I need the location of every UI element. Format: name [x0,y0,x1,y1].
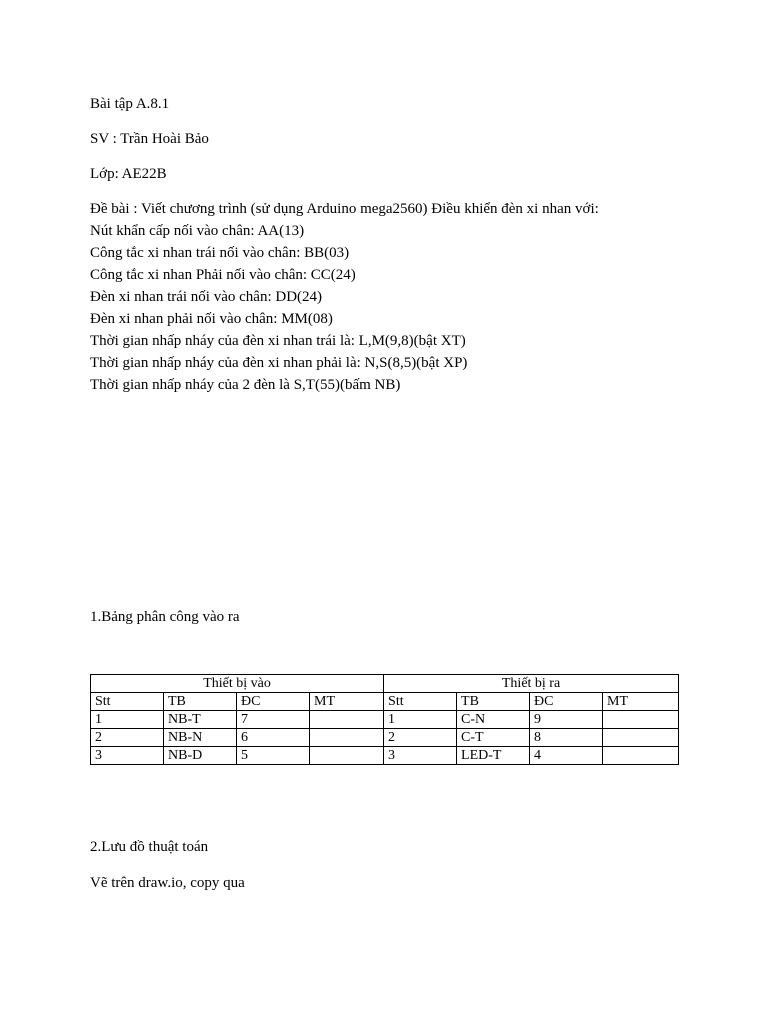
table-row [91,747,679,765]
column-header: TB [164,693,237,711]
table-cell: 3 [91,747,164,765]
table-cell: NB-N [164,729,237,747]
column-header: MT [603,693,679,711]
column-header: ĐC [530,693,603,711]
doc-title: Bài tập A.8.1 [90,96,170,112]
table-cell: NB-T [164,711,237,729]
class-name: Lớp: AE22B [90,166,167,182]
table-cell: 1 [384,711,457,729]
table-cell [310,729,384,747]
table-cell [310,711,384,729]
table-cell: 9 [530,711,603,729]
table-cell [603,711,679,729]
table-group-header [91,675,679,693]
table-cell: NB-D [164,747,237,765]
column-header: MT [310,693,384,711]
group-output-header: Thiết bị ra [384,675,679,693]
table-cell: 3 [384,747,457,765]
table-cell [603,747,679,765]
column-header: ĐC [237,693,310,711]
column-header: Stt [91,693,164,711]
table-cell: 2 [91,729,164,747]
table-cell: 8 [530,729,603,747]
section2-note: Vẽ trên draw.io, copy qua [90,875,245,891]
table-cell: C-T [457,729,530,747]
column-header: TB [457,693,530,711]
table-cell: 5 [237,747,310,765]
problem-line: Công tắc xi nhan trái nối vào chân: BB(03) [90,245,350,261]
problem-statement [90,198,599,396]
column-header: Stt [384,693,457,711]
group-input-header: Thiết bị vào [91,675,384,693]
table-cell: 7 [237,711,310,729]
table-row [91,729,679,747]
table-cell [603,729,679,747]
table-cell: 2 [384,729,457,747]
problem-line: Nút khẩn cấp nối vào chân: AA(13) [90,223,305,239]
table-cell: 4 [530,747,603,765]
problem-line: Thời gian nhấp nháy của 2 đèn là S,T(55)(bấm NB) [90,377,401,393]
table-cell [310,747,384,765]
table-cell: 6 [237,729,310,747]
table-row [91,711,679,729]
table-cell: LED-T [457,747,530,765]
table-cell: C-N [457,711,530,729]
table-column-header [91,693,679,711]
section2-heading: 2.Lưu đồ thuật toán [90,839,209,855]
student-name: SV : Trần Hoài Bảo [90,131,209,147]
problem-line: Thời gian nhấp nháy của đèn xi nhan trái là: L,M(9,8)(bật XT) [90,333,466,349]
io-assignment-table [90,674,679,765]
problem-line: Đèn xi nhan phải nối vào chân: MM(08) [90,311,333,327]
problem-line: Thời gian nhấp nháy của đèn xi nhan phải là: N,S(8,5)(bật XP) [90,355,468,371]
problem-line: Công tắc xi nhan Phải nối vào chân: CC(24) [90,267,356,283]
section1-heading: 1.Bảng phân công vào ra [90,609,240,625]
problem-line: Đèn xi nhan trái nối vào chân: DD(24) [90,289,323,305]
problem-intro: Đề bài : Viết chương trình (sử dụng Arduino mega2560) Điều khiển đèn xi nhan với: [90,201,599,217]
table-cell: 1 [91,711,164,729]
